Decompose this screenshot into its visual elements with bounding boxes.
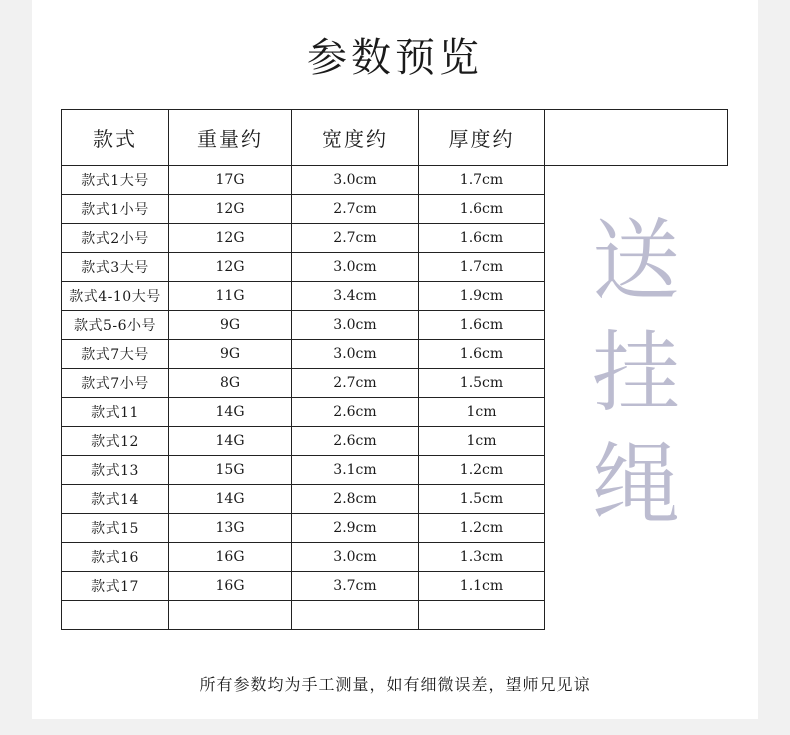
cell-thickness: 1.6cm [419,340,545,369]
gift-char: 挂 [591,321,680,424]
cell-width [292,601,419,630]
cell-thickness [419,601,545,630]
cell-width: 3.1cm [292,456,419,485]
cell-style: 款式5-6小号 [62,311,169,340]
cell-style: 款式13 [62,456,169,485]
cell-thickness: 1.6cm [419,311,545,340]
cell-weight: 14G [169,398,292,427]
cell-width: 2.6cm [292,427,419,456]
table-row [62,601,728,630]
header-weight: 重量约 [169,110,292,166]
cell-style: 款式15 [62,514,169,543]
cell-width: 2.6cm [292,398,419,427]
cell-style: 款式1小号 [62,195,169,224]
cell-thickness: 1.9cm [419,282,545,311]
cell-thickness: 1.2cm [419,456,545,485]
cell-thickness: 1.2cm [419,514,545,543]
cell-width: 2.7cm [292,224,419,253]
table-row [62,572,728,601]
cell-width: 3.0cm [292,543,419,572]
params-table [61,109,728,630]
cell-thickness: 1cm [419,427,545,456]
cell-thickness: 1.6cm [419,224,545,253]
cell-weight [169,601,292,630]
cell-width: 2.7cm [292,195,419,224]
cell-width: 3.7cm [292,572,419,601]
cell-style: 款式4-10大号 [62,282,169,311]
cell-thickness: 1.7cm [419,253,545,282]
cell-width: 3.0cm [292,253,419,282]
cell-style: 款式12 [62,427,169,456]
cell-thickness: 1.5cm [419,369,545,398]
cell-weight: 12G [169,253,292,282]
cell-width: 3.0cm [292,340,419,369]
cell-weight: 14G [169,427,292,456]
cell-style: 款式11 [62,398,169,427]
header-thickness: 厚度约 [419,110,545,166]
cell-style [62,601,169,630]
header-width: 宽度约 [292,110,419,166]
gift-cell [545,110,728,536]
gift-char: 绳 [591,433,680,536]
cell-weight: 13G [169,514,292,543]
cell-weight: 17G [169,166,292,195]
spec-sheet [32,0,758,719]
cell-style: 款式7大号 [62,340,169,369]
table-header-row [62,110,728,166]
cell-style: 款式16 [62,543,169,572]
table-row [62,543,728,572]
cell-weight: 9G [169,311,292,340]
cell-thickness: 1cm [419,398,545,427]
cell-width: 2.8cm [292,485,419,514]
cell-style: 款式7小号 [62,369,169,398]
cell-weight: 11G [169,282,292,311]
cell-width: 2.7cm [292,369,419,398]
cell-weight: 16G [169,572,292,601]
footnote: 所有参数均为手工测量，如有细微误差，望师兄见谅 [199,675,591,694]
cell-thickness: 1.1cm [419,572,545,601]
cell-weight: 16G [169,543,292,572]
cell-style: 款式14 [62,485,169,514]
header-style: 款式 [62,110,169,166]
page-title: 参数预览 [307,35,483,81]
cell-weight: 9G [169,340,292,369]
gift-lanyard-text [545,205,727,541]
cell-weight: 14G [169,485,292,514]
cell-thickness: 1.6cm [419,195,545,224]
cell-weight: 15G [169,456,292,485]
cell-width: 3.0cm [292,166,419,195]
cell-style: 款式1大号 [62,166,169,195]
cell-thickness: 1.7cm [419,166,545,195]
params-table-wrap [61,109,729,633]
cell-width: 2.9cm [292,514,419,543]
cell-style: 款式3大号 [62,253,169,282]
cell-thickness: 1.3cm [419,543,545,572]
cell-width: 3.4cm [292,282,419,311]
cell-width: 3.0cm [292,311,419,340]
table-row [62,166,728,195]
gift-char: 送 [591,209,680,312]
cell-style: 款式17 [62,572,169,601]
cell-thickness: 1.5cm [419,485,545,514]
cell-style: 款式2小号 [62,224,169,253]
cell-weight: 12G [169,195,292,224]
cell-weight: 8G [169,369,292,398]
cell-weight: 12G [169,224,292,253]
